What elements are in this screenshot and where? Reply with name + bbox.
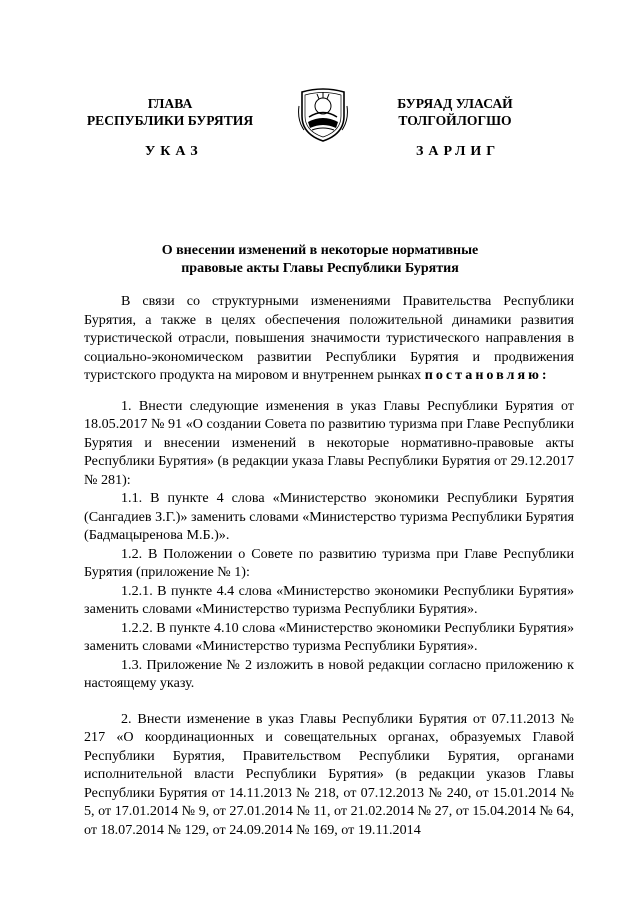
document-body bbox=[84, 292, 574, 839]
paragraph-1-1: 1.1. В пункте 4 слова «Министерство экономики Республики Бурятия (Сангадиев З.Г.)» заменить словами «Министерство туризма Республики Бурятия (Бадмацыренова М.Б.)». bbox=[84, 490, 575, 543]
paragraph-1: 1. Внести следующие изменения в указ Главы Республики Бурятия от 18.05.2017 № 91 «О создании Совета по развитию туризма при Главе Республики Бурятия и внесении изменений в некоторые нормативно-правовые акты Республики Бурятия» (в редакции указа Главы Республики Бурятия от 29.12.2017 № 281): bbox=[84, 397, 574, 488]
coat-of-arms-icon bbox=[296, 84, 350, 144]
intro-paragraph bbox=[84, 292, 574, 385]
paragraph-1-2-2: 1.2.2. В пункте 4.10 слова «Министерство экономики Республики Бурятия» заменить словами «Министерство туризма Республики Бурятия». bbox=[84, 619, 574, 654]
paragraph-1-3: 1.3. Приложение № 2 изложить в новой редакции согласно приложению к настоящему указу. bbox=[84, 656, 574, 691]
title-line1: О внесении изменений в некоторые нормативные bbox=[161, 243, 479, 258]
doc-type-left: УКАЗ bbox=[145, 144, 203, 159]
header-left bbox=[70, 95, 270, 129]
title-line2: правовые акты Главы Республики Бурятия bbox=[181, 261, 459, 276]
doc-type-right: ЗАРЛИГ bbox=[416, 144, 501, 159]
header-right-line2: ТОЛГОЙЛОГШО bbox=[398, 113, 512, 128]
decree-word: постановляю: bbox=[424, 367, 550, 383]
paragraph-1-2: 1.2. В Положении о Совете по развитию туризма при Главе Республики Бурятия (приложение № 1): bbox=[84, 545, 574, 580]
intro-text: В связи со структурными изменениями Правительства Республики Бурятия, а также в целях обеспечения положительной динамики развития туристической отрасли, повышения значимости туристического направления в социально-экономическом развитии Республики Бурятия и продвижения туристского продукта на мировом и внутреннем рынках bbox=[84, 293, 574, 383]
paragraph-2: 2. Внести изменение в указ Главы Республики Бурятия от 07.11.2013 № 217 «О координационных и совещательных органах, образуемых Главой Республики Бурятия, Правительством Республики Бурятия, органами исполнительной власти Республики Бурятия» (в редакции указов Главы Республики Бурятия от 14.11.2013 № 218, от 07.12.2013 № 240, от 15.01.2014 № 5, от 17.01.2014 № 9, от 27.01.2014 № 11, от 21.02.2014 № 27, от 15.04.2014 № 64, от 18.07.2014 № 129, от 24.09.2014 № 169, от 19.11.2014 bbox=[84, 710, 574, 838]
header-left-line2: РЕСПУБЛИКИ БУРЯТИЯ bbox=[86, 113, 254, 128]
paragraph-1-2-1: 1.2.1. В пункте 4.4 слова «Министерство экономики Республики Бурятия» заменить словами «Министерство туризма Республики Бурятия». bbox=[84, 582, 574, 617]
document-title bbox=[70, 242, 570, 278]
header-left-line1: ГЛАВА bbox=[147, 96, 193, 111]
header-right-line1: БУРЯАД УЛАСАЙ bbox=[397, 96, 513, 111]
header-right bbox=[355, 95, 555, 129]
